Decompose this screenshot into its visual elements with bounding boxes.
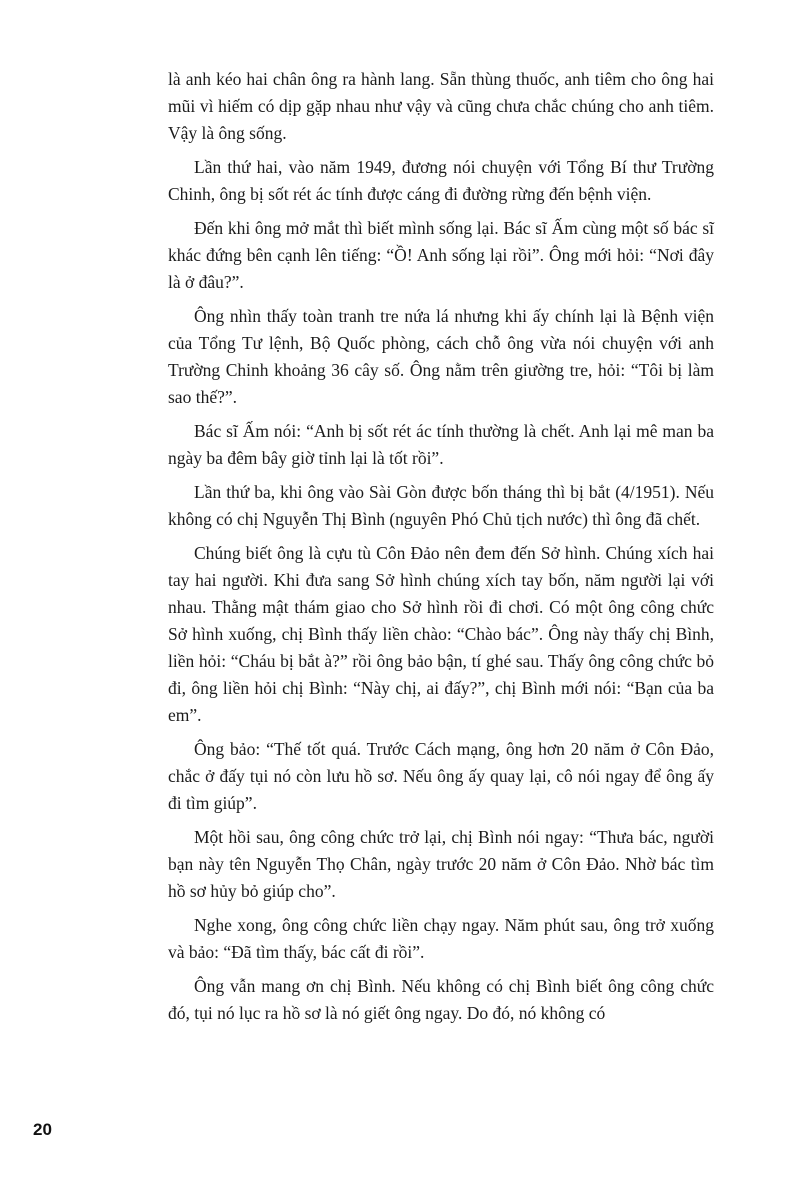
paragraph: Ông bảo: “Thế tốt quá. Trước Cách mạng, ông hơn 20 năm ở Côn Đảo, chắc ở đấy tụi nó còn lưu hồ sơ. Nếu ông ấy quay lại, cô nói ngay để ông ấy đi tìm giúp”. [168,739,714,813]
paragraph: Nghe xong, ông công chức liền chạy ngay. Năm phút sau, ông trở xuống và bảo: “Đã tìm thấy, bác cất đi rồi”. [168,915,714,962]
paragraph: Chúng biết ông là cựu tù Côn Đảo nên đem đến Sở hình. Chúng xích hai tay hai người. Khi đưa sang Sở hình chúng xích tay bốn, năm người lại với nhau. Thằng mật thám giao cho Sở hình rồi đi chơi. Có một ông công chức Sở hình xuống, chị Bình thấy liền chào: “Chào bác”. Ông này thấy chị Bình, liền hỏi: “Cháu bị bắt à?” rồi ông bảo bận, tí ghé sau. Thấy ông công chức bỏ đi, ông liền hỏi chị Bình: “Này chị, ai đấy?”, chị Bình mới nói: “Bạn của ba em”. [168,543,714,725]
page-number: 20 [33,1120,52,1139]
paragraph: là anh kéo hai chân ông ra hành lang. Sẵn thùng thuốc, anh tiêm cho ông hai mũi vì hiếm có dịp gặp nhau như vậy và cũng chưa chắc chúng cho anh tiêm. Vậy là ông sống. [168,69,714,143]
paragraph: Một hồi sau, ông công chức trở lại, chị Bình nói ngay: “Thưa bác, người bạn này tên Nguyễn Thọ Chân, ngày trước 20 năm ở Côn Đảo. Nhờ bác tìm hồ sơ hủy bỏ giúp cho”. [168,827,714,901]
page-text [168,66,714,1034]
paragraph: Ông nhìn thấy toàn tranh tre nứa lá nhưng khi ấy chính lại là Bệnh viện của Tổng Tư lệnh, Bộ Quốc phòng, cách chỗ ông vừa nói chuyện với anh Trường Chinh khoảng 36 cây số. Ông nằm trên giường tre, hỏi: “Tôi bị làm sao thế?”. [168,306,714,407]
paragraph: Ông vẫn mang ơn chị Bình. Nếu không có chị Bình biết ông công chức đó, tụi nó lục ra hồ sơ là nó giết ông ngay. Do đó, nó không có [168,976,714,1023]
paragraph: Lần thứ ba, khi ông vào Sài Gòn được bốn tháng thì bị bắt (4/1951). Nếu không có chị Nguyễn Thị Bình (nguyên Phó Chủ tịch nước) thì ông đã chết. [168,482,714,529]
paragraph: Đến khi ông mở mắt thì biết mình sống lại. Bác sĩ Ấm cùng một số bác sĩ khác đứng bên cạnh lên tiếng: “Ồ! Anh sống lại rồi”. Ông mới hỏi: “Nơi đây là ở đâu?”. [168,218,714,292]
paragraph: Bác sĩ Ấm nói: “Anh bị sốt rét ác tính thường là chết. Anh lại mê man ba ngày ba đêm bây giờ tỉnh lại là tốt rồi”. [168,421,714,468]
paragraph: Lần thứ hai, vào năm 1949, đương nói chuyện với Tổng Bí thư Trường Chinh, ông bị sốt rét ác tính được cáng đi đường rừng đến bệnh viện. [168,157,714,204]
